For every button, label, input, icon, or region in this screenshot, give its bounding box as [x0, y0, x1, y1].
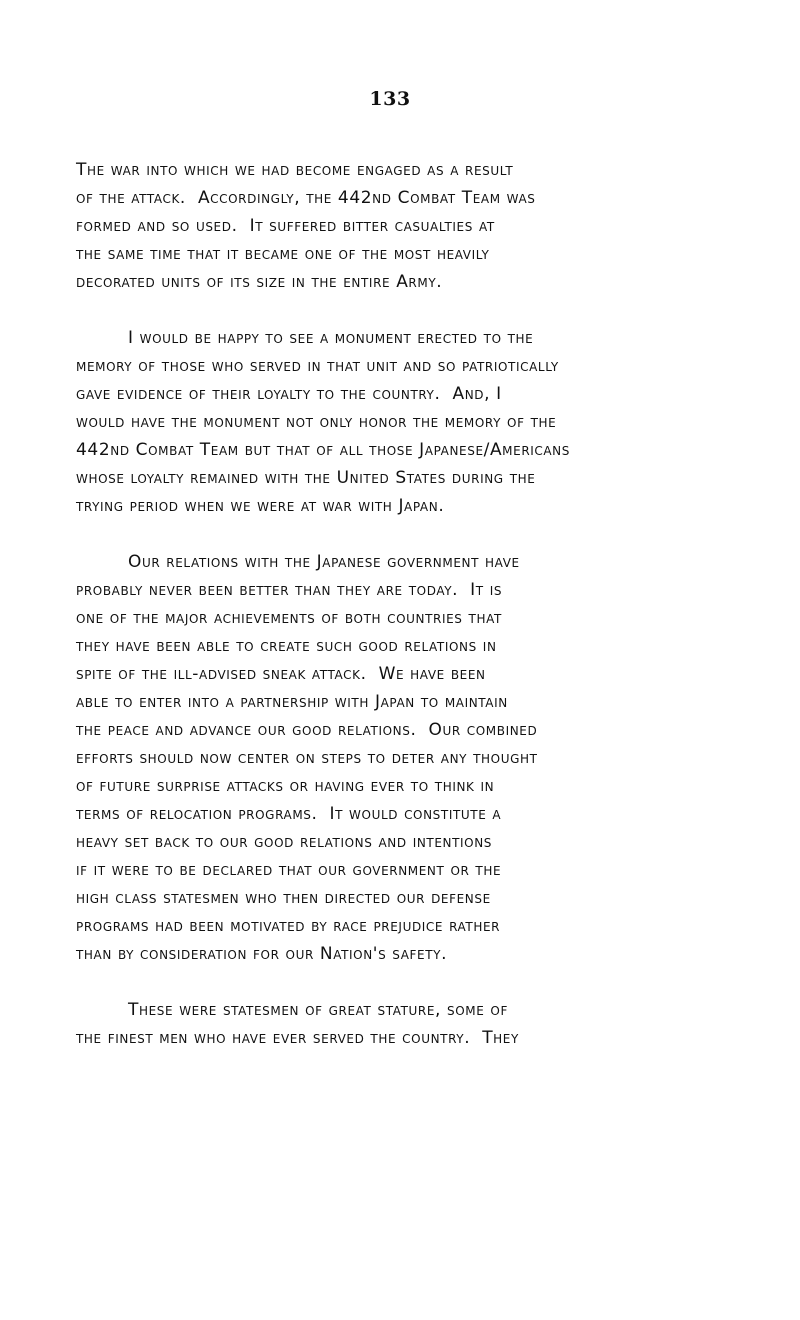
paragraph-3 [76, 548, 776, 968]
text-line: These were statesmen of great stature, some of [128, 1000, 508, 1020]
text-line: whose loyalty remained with the United States during the [76, 468, 536, 488]
text-line: of future surprise attacks or having ever to think in [76, 776, 495, 796]
text-line: than by consideration for our Nation's safety. [76, 944, 448, 964]
paragraph-1 [76, 156, 776, 296]
text-line: one of the major achievements of both countries that [76, 608, 502, 628]
text-line: Our relations with the Japanese government have [128, 552, 520, 572]
page-number: 133 [369, 88, 411, 110]
body-text [76, 156, 776, 1052]
text-line: would have the monument not only honor the memory of the [76, 412, 557, 432]
text-line: terms of relocation programs. It would constitute a [76, 804, 502, 824]
text-line: I would be happy to see a monument erected to the [128, 328, 534, 348]
text-line: the same time that it became one of the most heavily [76, 244, 490, 264]
text-line: high class statesmen who then directed our defense [76, 888, 491, 908]
paragraph-2 [76, 324, 776, 520]
text-line: memory of those who served in that unit and so patriotically [76, 356, 559, 376]
text-line: the finest men who have ever served the country. They [76, 1028, 519, 1048]
paragraph-4 [76, 996, 776, 1052]
text-line: efforts should now center on steps to deter any thought [76, 748, 538, 768]
text-line: if it were to be declared that our government or the [76, 860, 502, 880]
text-line: probably never been better than they are today. It is [76, 580, 503, 600]
text-line: trying period when we were at war with Japan. [76, 496, 445, 516]
text-line: heavy set back to our good relations and intentions [76, 832, 492, 852]
text-line: gave evidence of their loyalty to the country. And, I [76, 384, 502, 404]
text-line: decorated units of its size in the entire Army. [76, 272, 443, 292]
text-line: of the attack. Accordingly, the 442nd Combat Team was [76, 188, 536, 208]
text-line: 442nd Combat Team but that of all those Japanese/Americans [76, 440, 570, 460]
text-line: formed and so used. It suffered bitter casualties at [76, 216, 495, 236]
text-line: programs had been motivated by race prejudice rather [76, 916, 501, 936]
text-line: The war into which we had become engaged as a result [76, 160, 514, 180]
text-line: able to enter into a partnership with Japan to maintain [76, 692, 508, 712]
text-line: they have been able to create such good relations in [76, 636, 497, 656]
text-line: the peace and advance our good relations. Our combined [76, 720, 538, 740]
text-line: spite of the ill-advised sneak attack. We have been [76, 664, 486, 684]
